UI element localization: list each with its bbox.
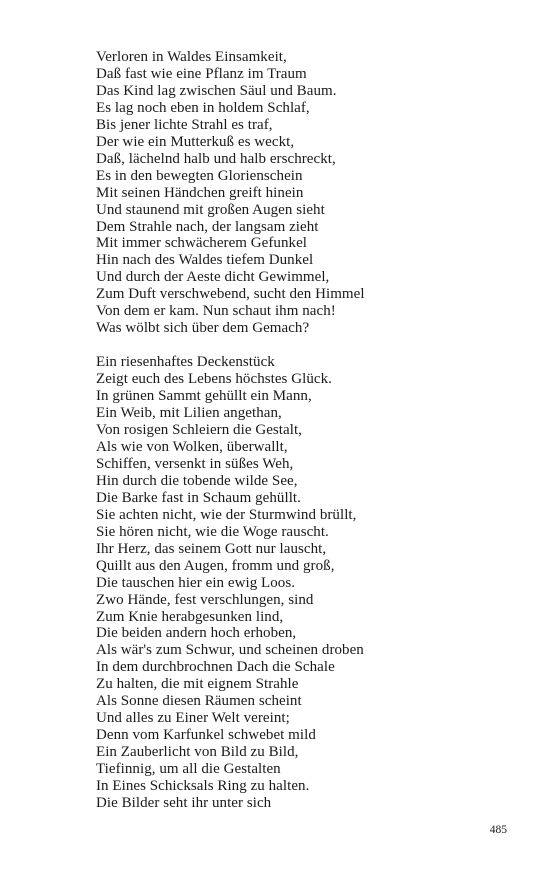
poem-line: Von rosigen Schleiern die Gestalt, xyxy=(96,422,302,439)
poem-line: Sie achten nicht, wie der Sturmwind brüllt, xyxy=(96,506,357,523)
poem-line: Mit immer schwächerem Gefunkel xyxy=(96,235,308,252)
poem-line: Verloren in Waldes Einsamkeit, xyxy=(96,49,287,65)
poem-line: Der wie ein Mutterkuß es weckt, xyxy=(96,133,295,150)
page-number: 485 xyxy=(489,824,507,836)
poem-line: Und alles zu Einer Welt vereint; xyxy=(96,710,290,727)
poem-line: Es in den bewegten Glorienschein xyxy=(96,167,303,184)
poem-line: Als wär's zum Schwur, und scheinen droben xyxy=(96,642,364,659)
poem-line: Tiefinnig, um all die Gestalten xyxy=(96,761,281,778)
poem-line: Dem Strahle nach, der langsam zieht xyxy=(96,218,319,235)
poem-line: Und durch der Aeste dicht Gewimmel, xyxy=(96,269,330,286)
poem-line: Es lag noch eben in holdem Schlaf, xyxy=(96,99,310,116)
stanza xyxy=(96,49,516,337)
poem-line: Und staunend mit großen Augen sieht xyxy=(96,201,325,218)
poem-line: In Eines Schicksals Ring zu halten. xyxy=(96,778,310,795)
poem-line: Zum Duft verschwebend, sucht den Himmel xyxy=(96,286,365,303)
poem-line: Von dem er kam. Nun schaut ihm nach! xyxy=(96,303,336,320)
poem-line: Schiffen, versenkt in süßes Weh, xyxy=(96,455,294,472)
poem-line: Hin durch die tobende wilde See, xyxy=(96,472,298,489)
poem-line: Zu halten, die mit eignem Strahle xyxy=(96,676,299,693)
poem-text xyxy=(96,49,516,812)
poem-line: Mit seinen Händchen greift hinein xyxy=(96,184,304,201)
poem-line: Das Kind lag zwischen Säul und Baum. xyxy=(96,82,337,99)
poem-line: Ihr Herz, das seinem Gott nur lauscht, xyxy=(96,540,327,557)
poem-line: Zwo Hände, fest verschlungen, sind xyxy=(96,591,314,608)
poem-line: Die Bilder seht ihr unter sich xyxy=(96,794,272,811)
poem-line: Hin nach des Waldes tiefem Dunkel xyxy=(96,252,314,269)
poem-line: Als Sonne diesen Räumen scheint xyxy=(96,693,302,710)
poem-line: Die beiden andern hoch erhoben, xyxy=(96,625,297,642)
poem-line: Bis jener lichte Strahl es traf, xyxy=(96,116,273,133)
poem-line: Ein Zauberlicht von Bild zu Bild, xyxy=(96,744,299,761)
poem-line: Quillt aus den Augen, fromm und groß, xyxy=(96,557,335,574)
poem-line: Daß fast wie eine Pflanz im Traum xyxy=(96,65,307,82)
poem-line: Was wölbt sich über dem Gemach? xyxy=(96,320,310,337)
poem-line: Als wie von Wolken, überwallt, xyxy=(96,438,288,455)
poem-line: Denn vom Karfunkel schwebet mild xyxy=(96,727,316,744)
poem-line: Sie hören nicht, wie die Woge rauscht. xyxy=(96,523,329,540)
poem-line: Ein Weib, mit Lilien angethan, xyxy=(96,405,282,422)
poem-line: Die tauschen hier ein ewig Loos. xyxy=(96,574,296,591)
poem-line: In grünen Sammt gehüllt ein Mann, xyxy=(96,388,312,405)
stanza xyxy=(96,354,516,812)
poem-line: Zum Knie herabgesunken lind, xyxy=(96,608,284,625)
poem-line: Die Barke fast in Schaum gehüllt. xyxy=(96,489,301,506)
poem-line: Ein riesenhaftes Deckenstück xyxy=(96,354,275,371)
poem-line: Zeigt euch des Lebens höchstes Glück. xyxy=(96,371,332,388)
poem-line: In dem durchbrochnen Dach die Schale xyxy=(96,659,335,676)
poem-line: Daß, lächelnd halb und halb erschreckt, xyxy=(96,150,336,167)
